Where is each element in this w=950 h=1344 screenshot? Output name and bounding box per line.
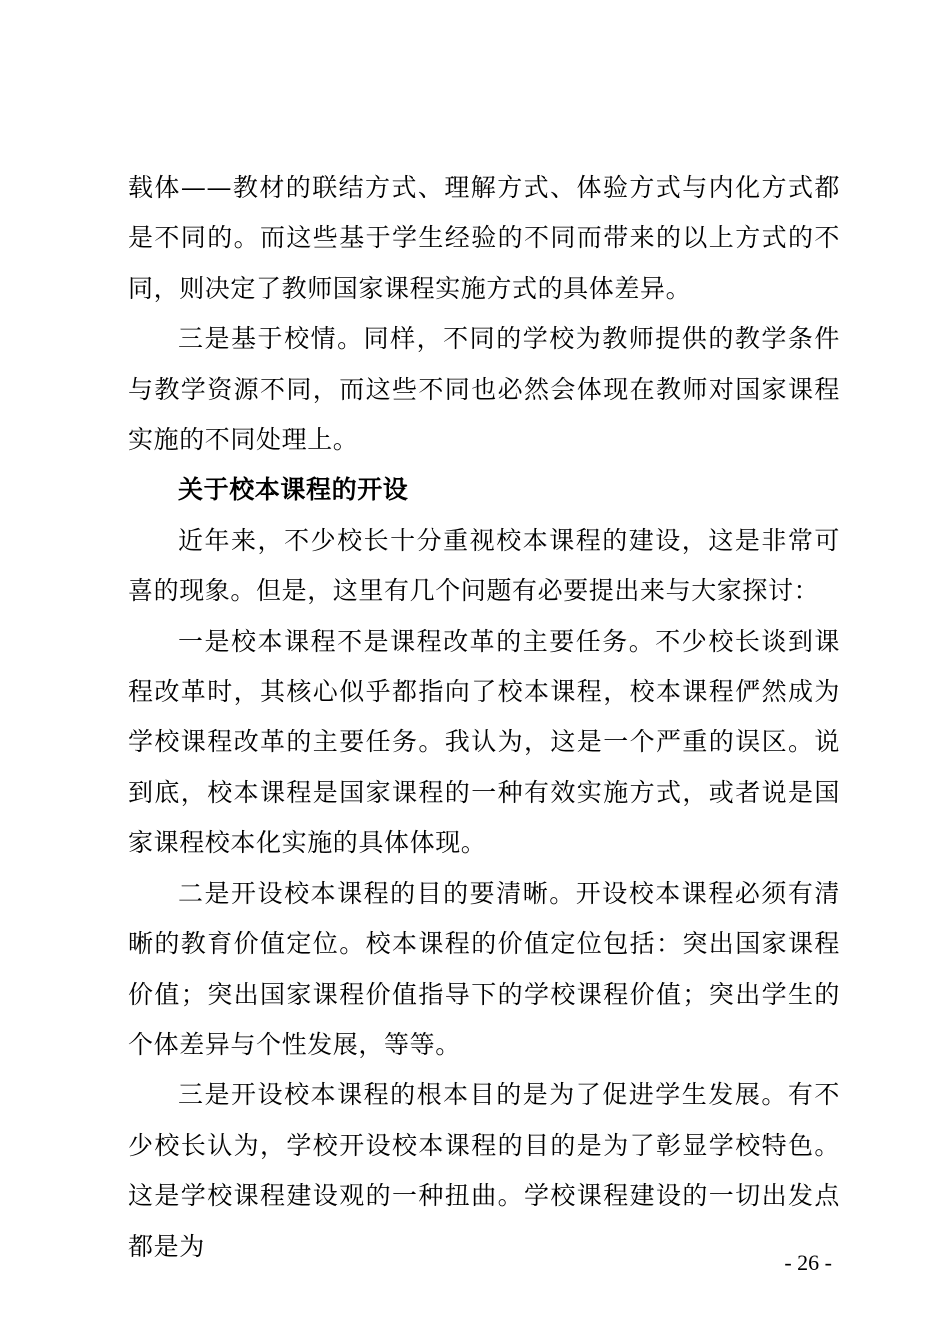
paragraph-point-one: 一是校本课程不是课程改革的主要任务。不少校长谈到课程改革时，其核心似乎都指向了校本课程，校本课程俨然成为学校课程改革的主要任务。我认为，这是一个严重的误区。说到底，校本课程是国家课程的一种有效实施方式，或者说是国家课程校本化实施的具体体现。 — [128, 626, 840, 858]
paragraph-point-three: 三是开设校本课程的根本目的是为了促进学生发展。有不少校长认为，学校开设校本课程的目的是为了彰显学校特色。这是学校课程建设观的一种扭曲。学校课程建设的一切出发点都是为 — [128, 1080, 840, 1261]
body-text — [128, 163, 840, 1272]
paragraph-school-conditions: 三是基于校情。同样，不同的学校为教师提供的教学条件与教学资源不同，而这些不同也必然会体现在教师对国家课程实施的不同处理上。 — [128, 324, 840, 455]
section-heading: 关于校本课程的开设 — [178, 475, 409, 505]
paragraph-continued: 载体——教材的联结方式、理解方式、体验方式与内化方式都是不同的。而这些基于学生经验的不同而带来的以上方式的不同，则决定了教师国家课程实施方式的具体差异。 — [128, 173, 840, 303]
paragraph-point-two: 二是开设校本课程的目的要清晰。开设校本课程必须有清晰的教育价值定位。校本课程的价值定位包括：突出国家课程价值；突出国家课程价值指导下的学校课程价值；突出学生的个体差异与个性发展，等等。 — [128, 878, 840, 1059]
paragraph-intro: 近年来，不少校长十分重视校本课程的建设，这是非常可喜的现象。但是，这里有几个问题有必要提出来与大家探讨： — [128, 525, 840, 606]
page-number: - 26 - — [784, 1250, 832, 1275]
